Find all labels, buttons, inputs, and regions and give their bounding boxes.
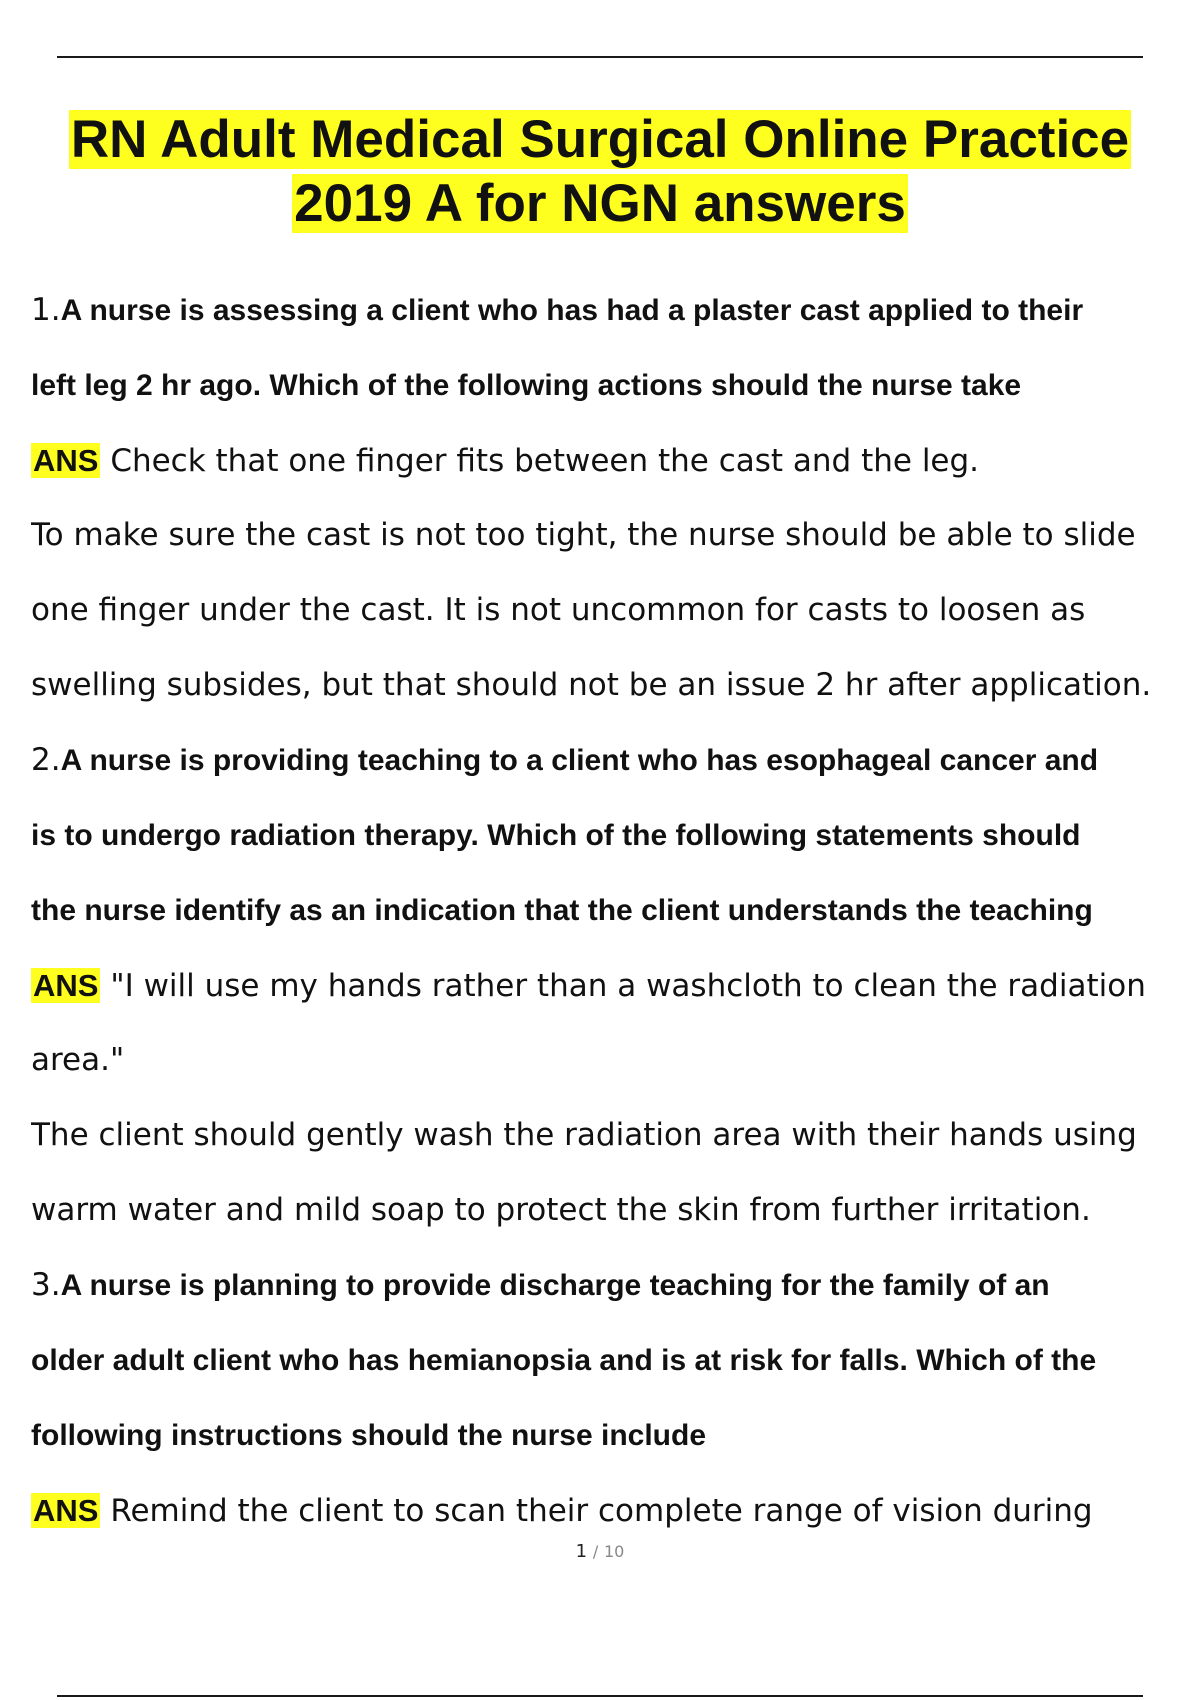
answer-3 [31, 1473, 1200, 1548]
question-1-number: 1. [31, 292, 61, 328]
answer-2-text-line-2: area." [31, 1042, 125, 1078]
ans-label: ANS [33, 1493, 99, 1528]
ans-label: ANS [33, 968, 99, 1003]
answer-1-text: Check that one finger fits between the cast and the leg. [110, 443, 980, 479]
ans-label: ANS [33, 443, 99, 478]
bottom-rule [57, 1695, 1143, 1697]
question-3-line-1: 3.A nurse is planning to provide discharge teaching for the family of an [31, 1267, 1050, 1303]
answer-3-text: Remind the client to scan their complete range of vision during [110, 1493, 1093, 1529]
rationale-1-line-3: swelling subsides, but that should not be an issue 2 hr after application. [31, 667, 1152, 703]
answer-2-text-line-1: "I will use my hands rather than a washcloth to clean the radiation [110, 968, 1146, 1004]
title-line-1: RN Adult Medical Surgical Online Practice [70, 110, 1130, 169]
rationale-2-line-1: The client should gently wash the radiation area with their hands using [31, 1117, 1137, 1153]
answer-2 [31, 948, 1200, 1023]
question-2-line-2: is to undergo radiation therapy. Which of the following statements should [31, 819, 1081, 852]
document-title [0, 108, 1200, 236]
page-current: 1 [575, 1541, 588, 1562]
question-1-line-2: left leg 2 hr ago. Which of the following actions should the nurse take [31, 369, 1022, 402]
title-line-2: 2019 A for NGN answers [294, 174, 906, 233]
question-3-line-3: following instructions should the nurse include [31, 1419, 707, 1452]
answer-1 [31, 423, 1200, 498]
question-3-number: 3. [31, 1267, 61, 1303]
top-rule [57, 56, 1143, 58]
question-3-line-2: older adult client who has hemianopsia and is at risk for falls. Which of the [31, 1344, 1097, 1377]
page-indicator [0, 1541, 1200, 1562]
question-2-number: 2. [31, 742, 61, 778]
page-total: 10 [603, 1542, 625, 1561]
page-separator: / [592, 1542, 599, 1561]
rationale-1-line-1: To make sure the cast is not too tight, the nurse should be able to slide [31, 517, 1136, 553]
rationale-1-line-2: one finger under the cast. It is not uncommon for casts to loosen as [31, 592, 1086, 628]
question-1-line-1: 1.A nurse is assessing a client who has had a plaster cast applied to their [31, 292, 1084, 328]
document-body [31, 273, 1200, 1548]
rationale-2-line-2: warm water and mild soap to protect the skin from further irritation. [31, 1192, 1091, 1228]
question-2-line-3: the nurse identify as an indication that the client understands the teaching [31, 894, 1093, 927]
question-2-line-1: 2.A nurse is providing teaching to a client who has esophageal cancer and [31, 742, 1099, 778]
